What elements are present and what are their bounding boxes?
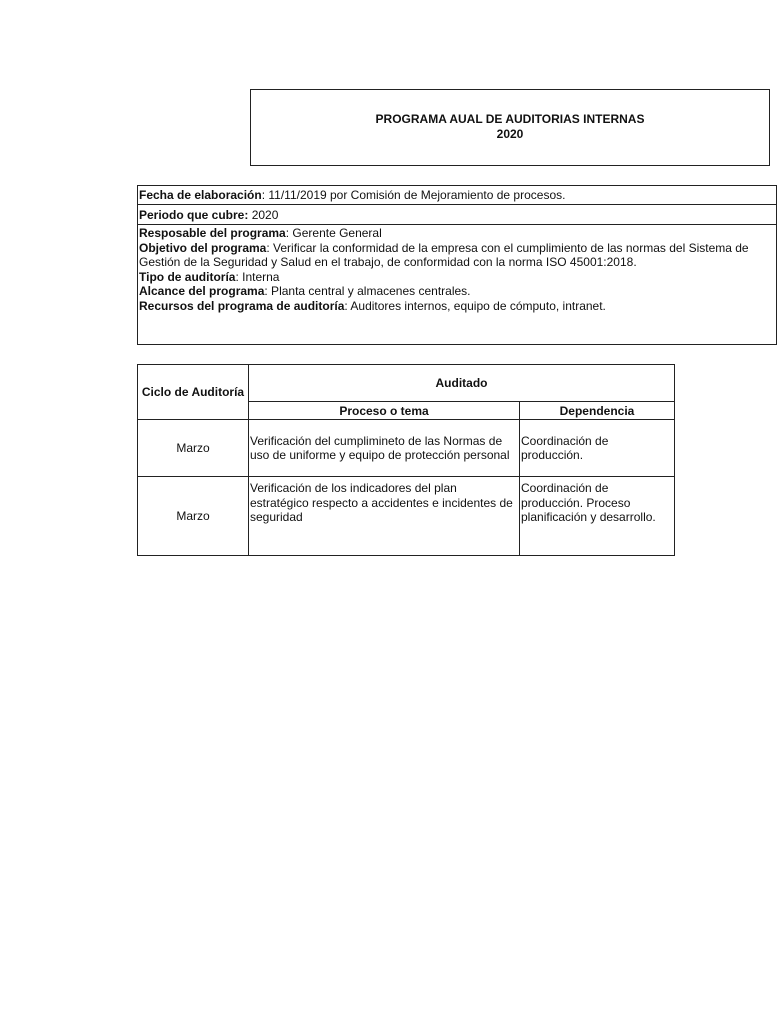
tipo-label: Tipo de auditoría: [139, 269, 236, 284]
fecha-row: [137, 185, 777, 205]
alcance-label: Alcance del programa: [139, 284, 265, 298]
fecha-value: : 11/11/2019 por Comisión de Mejoramiento de procesos.: [261, 188, 566, 202]
alcance-value: : Planta central y almacenes centrales.: [264, 284, 471, 298]
recursos-value: : Auditores internos, equipo de cómputo, intranet.: [344, 298, 606, 313]
tipo-line: [139, 270, 776, 285]
header-auditado: Auditado: [249, 365, 675, 402]
document-year: 2020: [496, 127, 524, 141]
alcance-line: [139, 284, 776, 299]
objetivo-line-2: Gestión de la Seguridad y Salud en el trabajo, de conformidad con la norma ISO 45001:2018.: [139, 255, 637, 269]
responsable-line: [139, 226, 776, 241]
ciclo-cell: Marzo: [138, 477, 249, 556]
periodo-label: Periodo que cubre:: [139, 208, 249, 222]
proceso-cell: Verificación del cumplimineto de las Normas de uso de uniforme y equipo de protección personal: [249, 420, 520, 477]
objetivo-value: : Verificar la conformidad de la empresa con el cumplimiento de las normas del Sistema de: [266, 240, 749, 255]
recursos-label: Recursos del programa de auditoría: [139, 298, 345, 313]
header-proceso: Proceso o tema: [249, 402, 520, 420]
objetivo-line: [139, 241, 776, 256]
table-row: [138, 477, 675, 556]
objetivo-label: Objetivo del programa: [139, 240, 267, 255]
program-details-block: [137, 224, 777, 345]
ciclo-cell: Marzo: [138, 420, 249, 477]
header-ciclo: Ciclo de Auditoría: [138, 365, 249, 420]
table-row: [138, 420, 675, 477]
dependencia-cell: Coordinación de producción. Proceso planificación y desarrollo.: [520, 477, 675, 556]
proceso-cell: Verificación de los indicadores del plan estratégico respecto a accidentes e incidentes de seguridad: [249, 477, 520, 556]
fecha-label: Fecha de elaboración: [139, 188, 262, 202]
responsable-value: : Gerente General: [285, 226, 382, 240]
recursos-line: [139, 299, 776, 314]
document-title: PROGRAMA AUAL DE AUDITORIAS INTERNAS: [375, 112, 645, 126]
table-header-row: [138, 365, 675, 402]
header-dependencia: Dependencia: [520, 402, 675, 420]
responsable-label: Resposable del programa: [139, 226, 286, 240]
periodo-value: 2020: [248, 208, 279, 222]
tipo-value: : Interna: [235, 269, 280, 284]
audit-schedule-table: [137, 364, 675, 556]
dependencia-cell: Coordinación de producción.: [520, 420, 675, 477]
periodo-row: [137, 204, 777, 225]
